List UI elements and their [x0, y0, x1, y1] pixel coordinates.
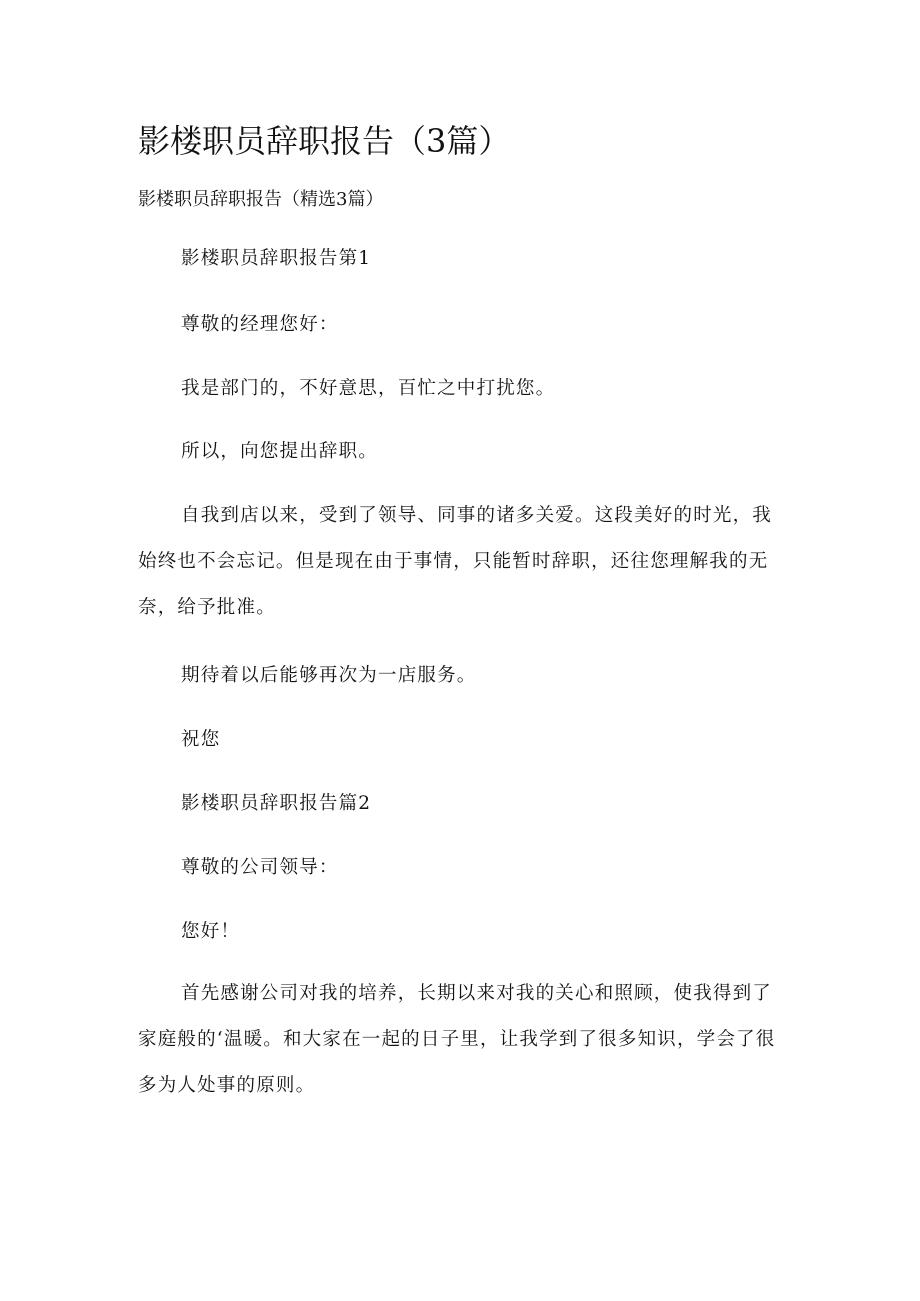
document-subtitle: 影楼职员辞职报告（精选3篇） [138, 189, 384, 210]
greeting: 您好！ [181, 921, 241, 942]
paragraph: 所以，向您提出辞职。 [181, 441, 379, 462]
salutation-1: 尊敬的经理您好： [181, 314, 339, 335]
section-heading-1: 影楼职员辞职报告第1 [181, 248, 372, 269]
salutation-2: 尊敬的公司领导： [181, 857, 339, 878]
section-heading-2: 影楼职员辞职报告篇2 [181, 793, 372, 814]
paragraph: 期待着以后能够再次为一店服务。 [181, 665, 477, 686]
paragraph: 自我到店以来，受到了领导、同事的诸多关爱。这段美好的时光，我始终也不会忘记。但是现在由于事情，只能暂时辞职，还往您理解我的无奈，给予批准。 [138, 505, 773, 618]
document-title: 影楼职员辞职报告（3篇） [138, 122, 511, 160]
paragraph: 首先感谢公司对我的培养，长期以来对我的关心和照顾，使我得到了家庭般的‘温暖。和大家在一起的日子里，让我学到了很多知识，学会了很多为人处事的原则。 [138, 983, 776, 1096]
closing: 祝您 [181, 729, 221, 750]
paragraph: 我是部门的，不好意思，百忙之中打扰您。 [181, 378, 556, 399]
